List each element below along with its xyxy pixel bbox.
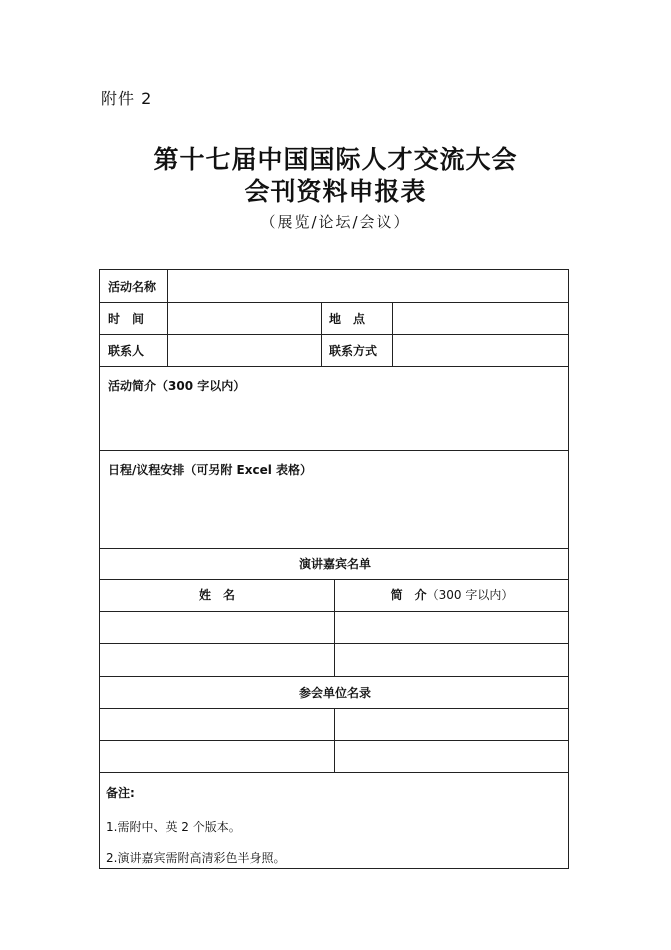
time-field[interactable] [168,303,320,334]
location-field[interactable] [393,303,568,334]
speaker-name-header: 姓 名 [198,588,235,602]
row-divider [100,548,568,549]
time-label: 时 间 [108,312,145,326]
row-divider [100,676,568,677]
contact-method-label: 联系方式 [329,344,378,358]
notes-label: 备注: [106,786,135,800]
column-divider [334,708,335,772]
schedule-label: 日程/议程安排（可另附 Excel 表格） [108,463,313,477]
speaker-name-field-1[interactable] [101,612,333,643]
activity-intro-label: 活动简介（300 字以内） [108,379,246,393]
contact-person-label: 联系人 [108,344,145,358]
attachment-label: 附件 2 [101,89,153,108]
speaker-name-field-2[interactable] [101,644,333,676]
document-title-line-2: 会刊资料申报表 [244,177,427,206]
participant-field-1b[interactable] [336,709,568,740]
note-item-1: 1.需附中、英 2 个版本。 [106,820,241,834]
note-item-2: 2.演讲嘉宾需附高清彩色半身照。 [106,851,286,865]
activity-intro-field[interactable] [101,398,567,450]
contact-method-field[interactable] [393,335,568,366]
document-subtitle: （展览/论坛/会议） [260,213,411,231]
speaker-intro-field-2[interactable] [336,644,568,676]
document-title-line-1: 第十七届中国国际人才交流大会 [153,145,518,174]
speaker-intro-header [334,587,570,603]
contact-person-field[interactable] [168,335,320,366]
row-divider [100,450,568,451]
speaker-intro-header-note: （300 字以内） [426,588,514,602]
speakers-section-title: 演讲嘉宾名单 [298,557,371,571]
speaker-intro-header-main: 简 介 [390,588,427,602]
activity-name-field[interactable] [168,271,568,302]
participant-field-1a[interactable] [101,709,333,740]
row-divider [100,772,568,773]
row-divider [100,366,568,367]
participants-section-title: 参会单位名录 [298,686,371,700]
location-label: 地 点 [329,312,366,326]
speaker-intro-field-1[interactable] [336,612,568,643]
schedule-field[interactable] [101,482,567,548]
application-form-table [99,269,569,869]
activity-name-label: 活动名称 [108,280,157,294]
column-divider [321,302,322,366]
participant-field-2b[interactable] [336,741,568,772]
participant-field-2a[interactable] [101,741,333,772]
